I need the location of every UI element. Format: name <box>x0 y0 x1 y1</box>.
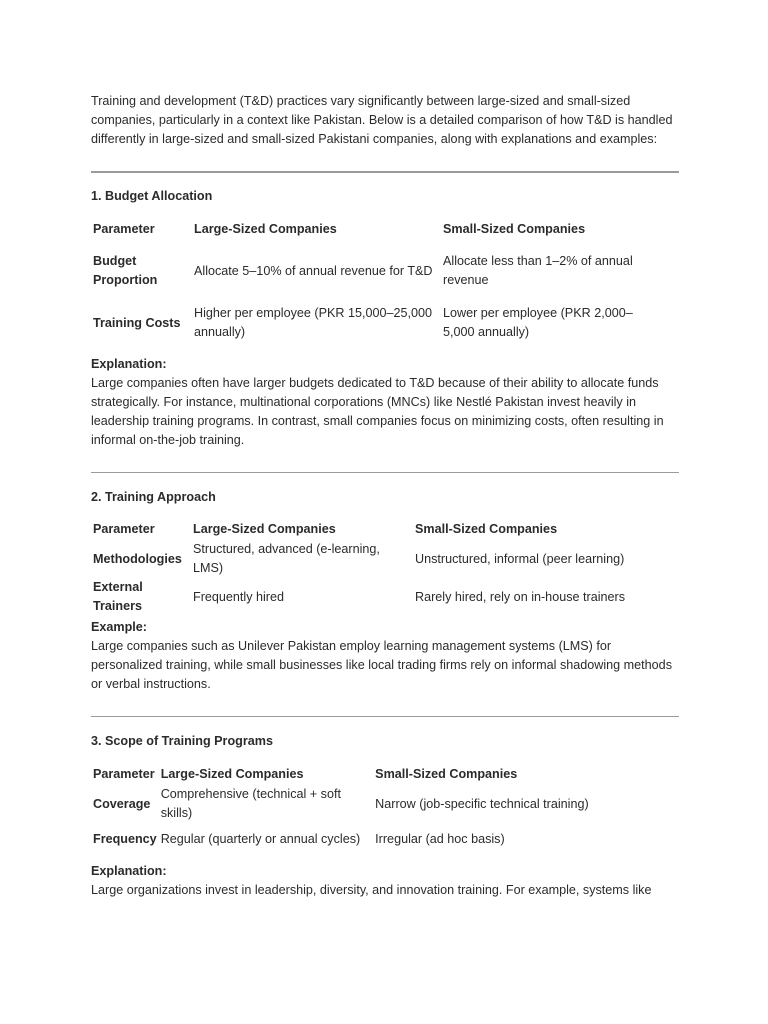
section-divider <box>91 472 679 473</box>
table-cell: Structured, advanced (e-learning, LMS) <box>193 542 380 575</box>
table-cell: Regular (quarterly or annual cycles) <box>160 832 361 846</box>
column-header: Large-Sized Companies <box>194 222 337 236</box>
example-heading: Example: <box>91 620 147 634</box>
table-row <box>91 240 663 302</box>
table-header-row <box>91 764 621 785</box>
table-header-row <box>91 219 663 240</box>
table-cell: Allocate less than 1–2% of annual revenue <box>443 254 633 287</box>
row-label: External Trainers <box>93 580 143 613</box>
table-cell: Irregular (ad hoc basis) <box>375 832 505 846</box>
table-row <box>91 823 621 856</box>
explanation-text: Large organizations invest in leadership, diversity, and innovation training. For example, systems like <box>91 883 652 897</box>
section-title-scope-of-training: 3. Scope of Training Programs <box>91 734 273 748</box>
table-cell: Comprehensive (technical + soft skills) <box>160 787 341 820</box>
section-divider <box>91 716 679 717</box>
table-row <box>91 578 651 616</box>
section-title-budget-allocation: 1. Budget Allocation <box>91 189 213 203</box>
table-cell: Narrow (job-specific technical training) <box>375 796 589 811</box>
explanation-text: Large companies often have larger budgets dedicated to T&D because of their ability to allocate funds strategically. For instance, multinational corporations (MNCs) like Nestlé Pakistan invest heavily in leadership training programs. In contrast, small companies focus on minimizing costs, often resulting in informal on-the-job training. <box>91 376 664 447</box>
table-cell: Lower per employee (PKR 2,000–5,000 annually) <box>443 306 633 339</box>
column-header: Small-Sized Companies <box>415 522 558 536</box>
section-divider <box>91 171 679 173</box>
scope-of-training-table <box>91 764 621 856</box>
explanation-heading: Explanation: <box>91 357 167 371</box>
table-cell: Higher per employee (PKR 15,000–25,000 annually) <box>194 306 433 339</box>
explanation-heading: Explanation: <box>91 864 167 878</box>
example-text: Large companies such as Unilever Pakistan employ learning management systems (LMS) for personalized training, while small businesses like local trading firms rely on informal shadowing methods or verbal instructions. <box>91 639 672 691</box>
table-cell: Allocate 5–10% of annual revenue for T&D <box>194 263 433 278</box>
column-header: Large-Sized Companies <box>160 767 304 781</box>
intro-paragraph: Training and development (T&D) practices vary significantly between large-sized and small-sized companies, particularly in a context like Pakistan. Below is a detailed comparison of how T&D is handled differently in large-sized and small-sized Pakistani companies, along with explanations and examples: <box>91 94 673 146</box>
table-row <box>91 785 621 823</box>
row-label: Methodologies <box>93 551 182 566</box>
training-approach-table <box>91 519 651 616</box>
column-header: Small-Sized Companies <box>375 767 518 781</box>
column-header: Parameter <box>93 767 155 781</box>
budget-allocation-table <box>91 219 663 344</box>
table-cell: Frequently hired <box>193 589 285 604</box>
column-header: Parameter <box>93 222 155 236</box>
table-cell: Unstructured, informal (peer learning) <box>415 551 625 566</box>
section-title-training-approach: 2. Training Approach <box>91 490 216 504</box>
column-header: Large-Sized Companies <box>193 522 336 536</box>
column-header: Small-Sized Companies <box>443 222 586 236</box>
column-header: Parameter <box>93 522 155 536</box>
row-label: Coverage <box>93 796 151 811</box>
table-header-row <box>91 519 651 540</box>
row-label: Training Costs <box>93 315 181 330</box>
table-row <box>91 302 663 344</box>
row-label: Budget Proportion <box>93 254 158 287</box>
row-label: Frequency <box>93 832 157 846</box>
table-cell: Rarely hired, rely on in-house trainers <box>415 589 625 604</box>
table-row <box>91 540 651 578</box>
